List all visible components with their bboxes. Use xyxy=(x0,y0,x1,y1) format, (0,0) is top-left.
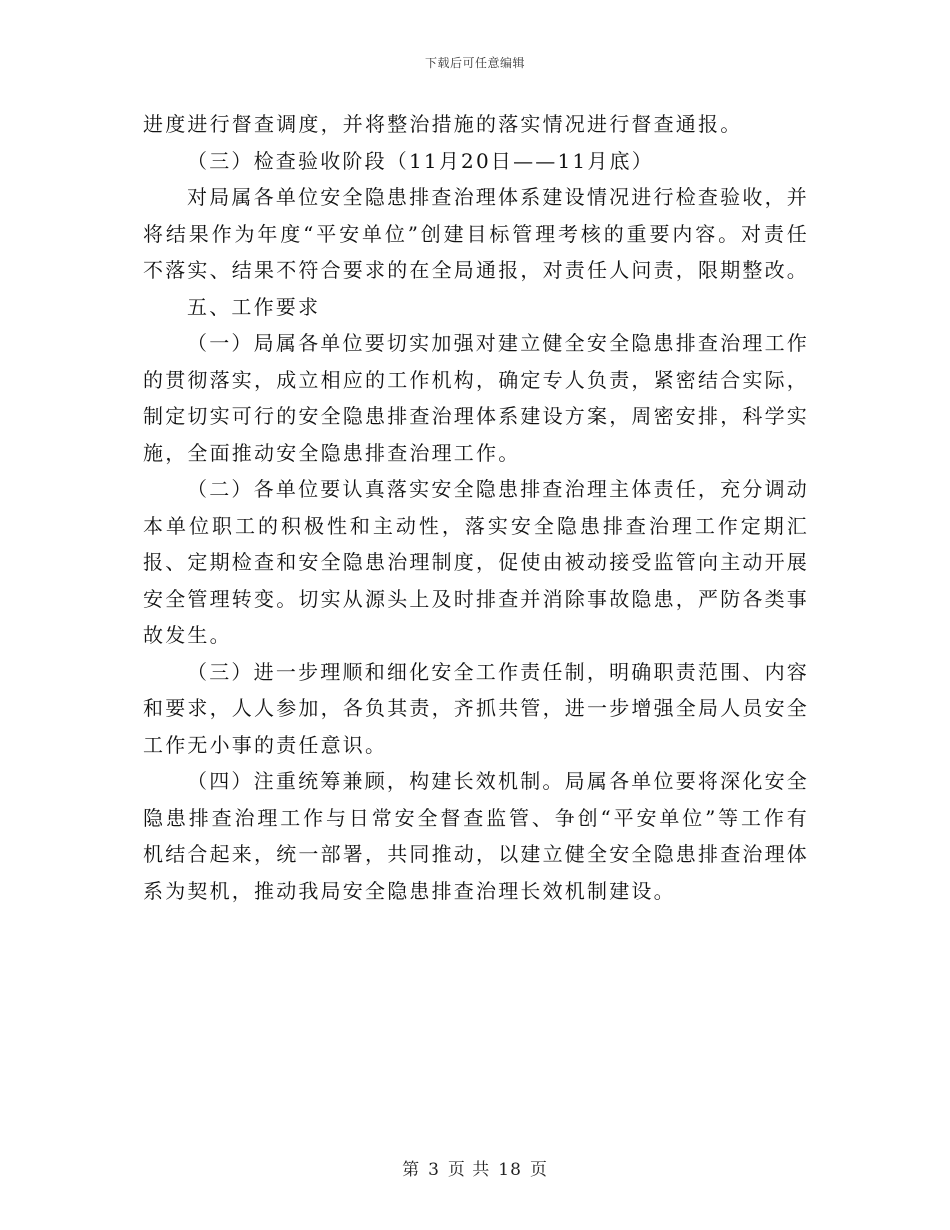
footer-total-pages: 18 xyxy=(498,1160,522,1180)
paragraph-1: 进度进行督查调度，并将整治措施的落实情况进行督查通报。 xyxy=(143,112,743,136)
page-footer xyxy=(0,1155,950,1180)
paragraph-requirement-1: （一）局属各单位要切实加强对建立健全安全隐患排查治理工作的贯彻落实，成立相应的工作机构，确定专人负责，紧密结合实际，制定切实可行的安全隐患排查治理体系建设方案，周密安排，科学实施，全面推动安全隐患排查治理工作。 xyxy=(143,331,809,465)
footer-middle: 页 共 xyxy=(447,1160,491,1180)
section-heading-inspection-stage: （三）检查验收阶段（11月20日——11月底） xyxy=(187,148,654,173)
paragraph-3: 对局属各单位安全隐患排查治理体系建设情况进行检查验收，并将结果作为年度“平安单位”创建目标管理考核的重要内容。对责任不落实、结果不符合要求的在全局通报，对责任人问责，限期整改。 xyxy=(143,185,809,282)
footer-current-page: 3 xyxy=(428,1160,440,1180)
document-body xyxy=(143,106,809,909)
page-header: 下载后可任意编辑 xyxy=(424,56,525,70)
paragraph-requirement-2: （二）各单位要认真落实安全隐患排查治理主体责任，充分调动本单位职工的积极性和主动性，落实安全隐患排查治理工作定期汇报、定期检查和安全隐患治理制度，促使由被动接受监管向主动开展安全管理转变。切实从源头上及时排查并消除事故隐患，严防各类事故发生。 xyxy=(143,477,809,647)
section-heading-work-requirements: 五、工作要求 xyxy=(187,294,321,319)
paragraph-requirement-3: （三）进一步理顺和细化安全工作责任制，明确职责范围、内容和要求，人人参加，各负其责，齐抓共管，进一步增强全局人员安全工作无小事的责任意识。 xyxy=(143,659,809,757)
paragraph-requirement-4: （四）注重统筹兼顾，构建长效机制。局属各单位要将深化安全隐患排查治理工作与日常安全督查监管、争创“平安单位”等工作有机结合起来，统一部署，共同推动，以建立健全安全隐患排查治理体系为契机，推动我局安全隐患排查治理长效机制建设。 xyxy=(143,769,809,903)
footer-suffix: 页 xyxy=(529,1160,548,1180)
footer-prefix: 第 xyxy=(402,1160,421,1180)
